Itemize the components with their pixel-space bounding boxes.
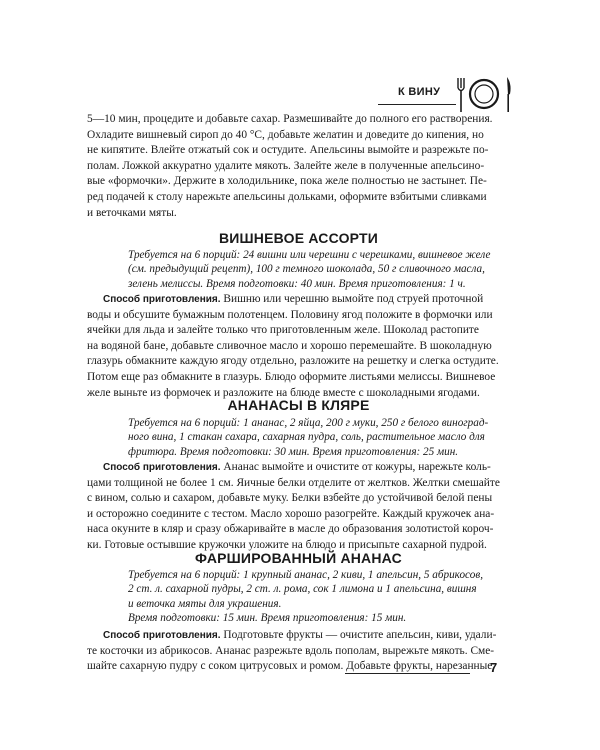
method-label: Способ приготовления. xyxy=(103,630,221,641)
intro-paragraph xyxy=(87,112,510,221)
text-line: Вишню или черешню вымойте под струей проточной xyxy=(220,293,484,305)
method-label: Способ приготовления. xyxy=(103,294,221,305)
requirement-line: Время подготовки: 15 мин. Время приготовления: 15 мин. xyxy=(128,612,407,625)
method-label: Способ приготовления. xyxy=(103,462,221,473)
requirement-line: Требуется на 6 порций: 1 ананас, 2 яйца, 200 г муки, 250 г белого виноград- xyxy=(128,417,489,429)
requirement-line: 2 ст. л. сахарной пудры, 2 ст. л. рома, сок 1 лимона и 1 апельсина, вишня xyxy=(128,583,477,596)
text-line: те косточки из абрикосов. Ананас разрежьте вдоль пополам, вырежьте мякоть. Сме- xyxy=(87,644,495,657)
recipe-title: ФАРШИРОВАННЫЙ АНАНАС xyxy=(195,550,402,566)
text-line: 5—10 мин, процедите и добавьте сахар. Размешивайте до полного его растворения. xyxy=(87,113,493,125)
text-line: полам. Ложкой аккуратно удалите мякоть. Залейте желе в полученные апельсино- xyxy=(87,159,485,172)
text-line: ред подачей к столу нарежьте апельсины дольками, оформите взбитыми сливками xyxy=(87,190,487,203)
text-line: вые «формочки». Держите в холодильнике, пока желе полностью не застынет. Пе- xyxy=(87,175,487,188)
text-line: ки. Готовые остывшие кружочки уложите на блюдо и присыпьте сахарной пудрой. xyxy=(87,538,487,551)
method-first-line xyxy=(87,460,510,476)
recipe-title: АНАНАСЫ В КЛЯРЕ xyxy=(227,397,370,413)
text-line: Потом еще раз обмакните в глазурь. Блюдо оформите листьями мелиссы. Вишневое xyxy=(87,370,496,383)
text-line: цами толщиной не более 1 см. Яичные белки отделите от желтков. Желтки смешайте xyxy=(87,476,500,489)
text-line: наса окуните в кляр и сразу обжаривайте в масле до образования золотистой короч- xyxy=(87,523,494,536)
recipe-method xyxy=(87,460,510,554)
text-line: Ананас вымойте и очистите от кожуры, нарежьте коль- xyxy=(220,461,491,473)
text-line: и веточками мяты. xyxy=(87,206,177,219)
requirement-line: фритюра. Время подготовки: 30 мин. Время приготовления: 25 мин. xyxy=(128,445,459,458)
cutlery-plate-icon xyxy=(452,74,516,114)
method-first-line xyxy=(87,628,510,644)
requirement-line: зелень мелиссы. Время подготовки: 40 мин. Время приготовления: 1 ч. xyxy=(128,277,466,290)
text-line: ячейки для льда и залейте только что приготовленным желе. Шоколад растопите xyxy=(87,324,479,337)
text-line: на водяной бане, добавьте сливочное масло и хорошо перемешайте. В шоколадную xyxy=(87,339,492,352)
footer-rule xyxy=(345,673,470,674)
page-number: 7 xyxy=(490,660,498,675)
text-line: Подготовьте фрукты — очистите апельсин, киви, удали- xyxy=(220,629,497,641)
requirement-line: (см. предыдущий рецепт), 100 г темного шоколада, 50 г сливочного масла, xyxy=(128,263,485,276)
text-line: желе выньте из формочек и разложите на блюде вместе с шоколадными ягодами. xyxy=(87,386,480,399)
recipe-method xyxy=(87,628,510,675)
section-label: К ВИНУ xyxy=(398,86,441,98)
recipe-requirements xyxy=(128,416,510,459)
text-line: Охладите вишневый сироп до 40 °С, добавьте желатин и доведите до кипения, но xyxy=(87,128,484,141)
requirement-line: Требуется на 6 порций: 24 вишни или черешни с черешками, вишневое желе xyxy=(128,249,491,261)
text-line: шайте сахарную пудру с соком цитрусовых и ромом. Добавьте фрукты, нарезанные xyxy=(87,660,493,673)
recipe-method xyxy=(87,292,510,401)
requirement-line: Требуется на 6 порций: 1 крупный ананас, 2 киви, 1 апельсин, 5 абрикосов, xyxy=(128,569,483,581)
requirement-line: ного вина, 1 стакан сахара, сахарная пудра, соль, растительное масло для xyxy=(128,431,485,444)
recipe-requirements xyxy=(128,248,510,291)
recipe-requirements xyxy=(128,568,510,626)
text-line: с вином, солью и сахаром, добавьте муку. Белки взбейте до устойчивой белой пены xyxy=(87,492,493,505)
requirement-line: и веточка мяты для украшения. xyxy=(128,597,282,610)
method-first-line xyxy=(87,292,510,308)
text-line: воды и обсушите бумажным полотенцем. Половину ягод положите в формочки или xyxy=(87,308,493,321)
text-line: и осторожно соедините с тестом. Масло хорошо разогрейте. Каждый кружочек ана- xyxy=(87,507,495,520)
text-line: глазурь обмакните каждую ягоду отдельно, разложите на решетку и слегка остудите. xyxy=(87,355,499,368)
text-line: не кипятите. Влейте отжатый сок и остудите. Апельсины вымойте и разрежьте по- xyxy=(87,144,489,157)
recipe-title: ВИШНЕВОЕ АССОРТИ xyxy=(218,230,379,246)
header-rule xyxy=(378,104,456,105)
